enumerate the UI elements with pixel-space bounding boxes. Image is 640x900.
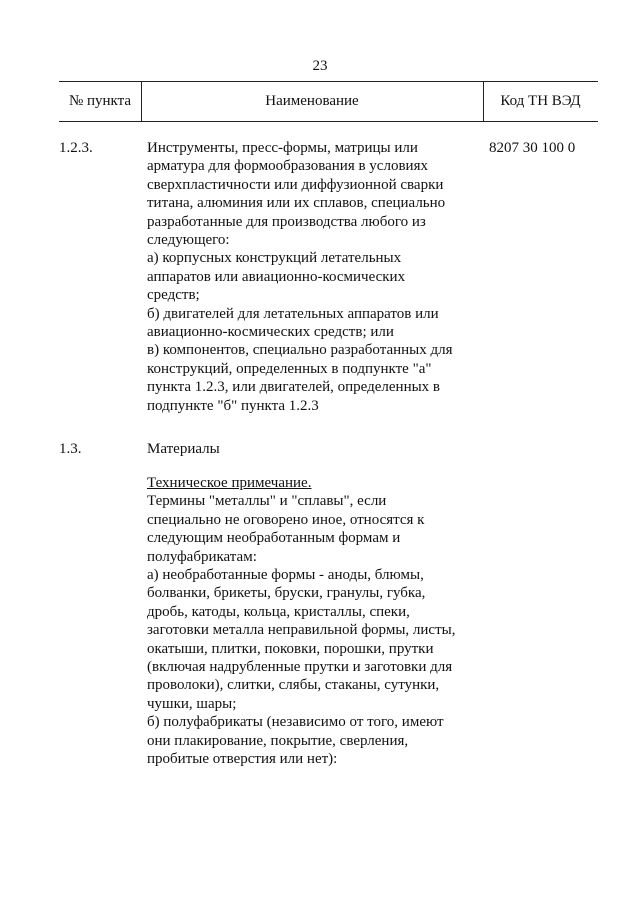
description-line: Инструменты, пресс-формы, матрицы или	[147, 140, 418, 156]
header-name: Наименование	[265, 93, 359, 109]
description-line: б) двигателей для летательных аппаратов или	[147, 305, 439, 322]
page-number: 23	[312, 58, 328, 74]
description-line: авиационно-космических средств; или	[147, 324, 394, 341]
item-description	[147, 474, 482, 769]
description-line: дробь, катоды, кольца, кристаллы, спеки,	[147, 603, 410, 620]
description-line: пробитые отверстия или нет):	[147, 751, 338, 768]
description-line: сверхпластичности или диффузионной сварки	[147, 176, 444, 193]
description-line: подпункте "б" пункта 1.2.3	[147, 397, 319, 414]
description-line: средств;	[147, 287, 200, 304]
description-line: окатыши, плитки, поковки, порошки, прутки	[147, 640, 434, 657]
description-line: арматура для формообразования в условиях	[147, 158, 428, 175]
description-line: полуфабрикатам:	[147, 548, 257, 565]
description-line: аппаратов или авиационно-космических	[147, 268, 406, 285]
description-line: в) компонентов, специально разработанных для	[147, 342, 453, 359]
description-line: специально не оговорено иное, относятся к	[147, 511, 425, 528]
item-number: 1.3.	[59, 441, 82, 457]
description-line: следующим необработанным формам и	[147, 530, 401, 547]
description-line: а) необработанные формы - аноды, блюмы,	[147, 567, 424, 584]
description-line: разработанные для производства любого из	[147, 213, 426, 230]
description-line: они плакирование, покрытие, сверления,	[147, 732, 409, 749]
description-line: пункта 1.2.3, или двигателей, определенных в	[147, 379, 441, 396]
description-line: чушки, шары;	[147, 695, 237, 712]
description-line: следующего:	[147, 232, 230, 249]
header-code: Код ТН ВЭД	[500, 93, 581, 109]
header-bottom-rule	[59, 121, 598, 122]
description-line: болванки, брикеты, бруски, гранулы, губка,	[147, 585, 426, 602]
description-line: конструкций, определенных в подпункте "а"	[147, 360, 432, 377]
description-line: проволоки), слитки, слябы, стаканы, сутунки,	[147, 677, 440, 694]
item-number: 1.2.3.	[59, 140, 93, 156]
item-description	[147, 139, 482, 415]
technical-note-heading: Техническое примечание.	[147, 475, 312, 491]
header-number: № пункта	[68, 93, 132, 109]
item-title: Материалы	[147, 441, 220, 457]
description-line: (включая надрубленные прутки и заготовки для	[147, 659, 453, 676]
description-line: б) полуфабрикаты (независимо от того, имеют	[147, 714, 444, 731]
tn-ved-code: 8207 30 100 0	[489, 140, 576, 156]
description-line: Термины "металлы" и "сплавы", если	[147, 493, 387, 510]
header-top-rule	[59, 81, 598, 82]
description-line: заготовки металла неправильной формы, листы,	[147, 622, 456, 639]
description-line: а) корпусных конструкций летательных	[147, 250, 402, 267]
description-line: титана, алюминия или их сплавов, специально	[147, 195, 446, 212]
